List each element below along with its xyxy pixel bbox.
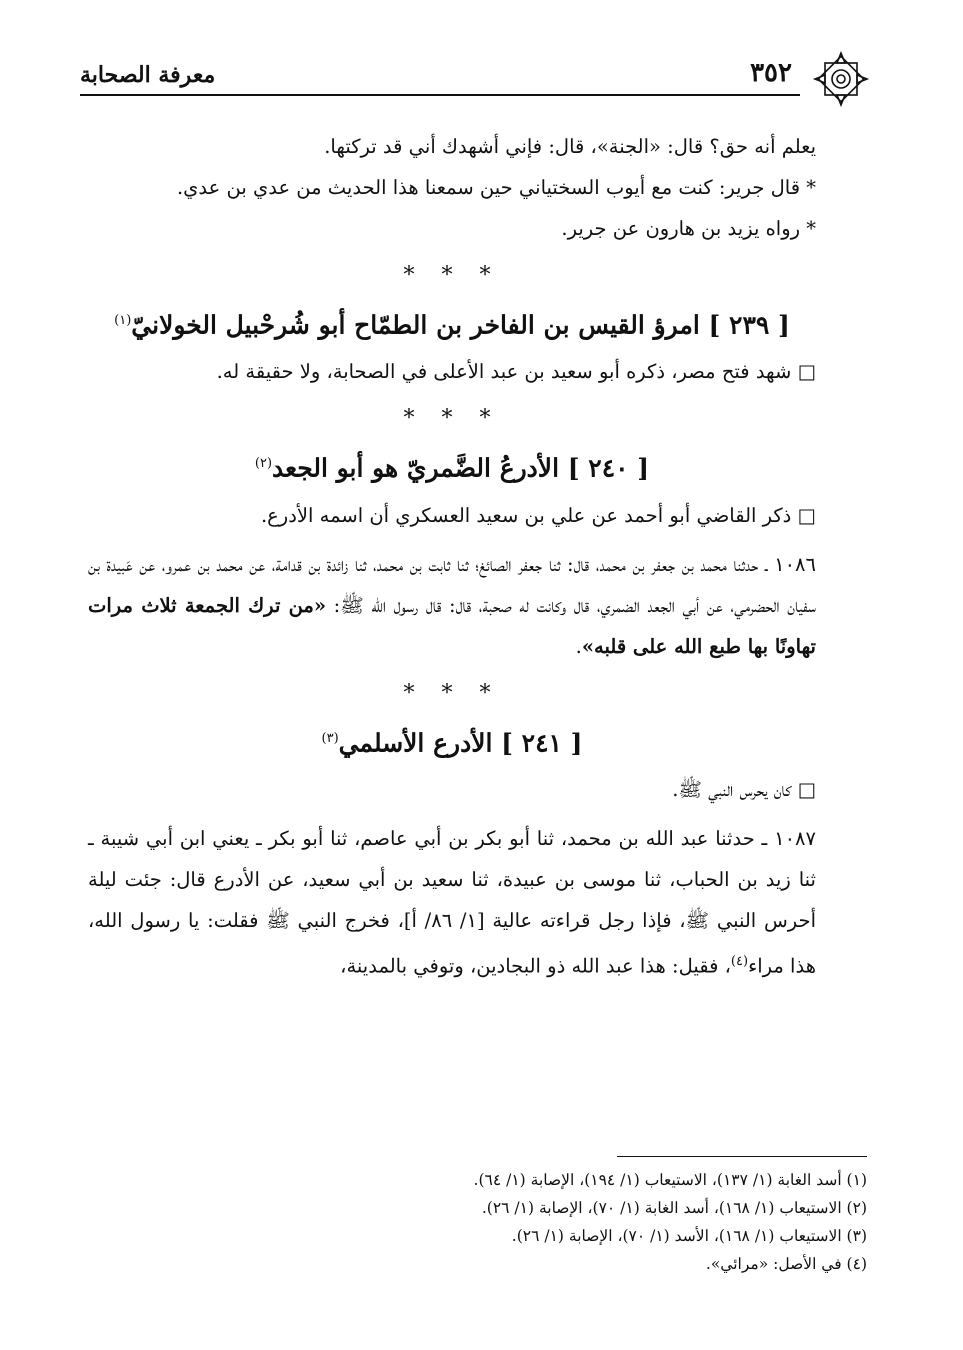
footnote: (٣) الاستيعاب (١/ ١٦٨)، الأسد (١/ ٧٠)، الإصابة (١/ ٢٦). bbox=[511, 1227, 867, 1245]
hadith-text-end: . bbox=[575, 634, 582, 658]
entry-title: [ ٢٤١ ] الأدرع الأسلمي bbox=[338, 727, 583, 757]
footnote-marker: (٢) bbox=[254, 456, 273, 472]
hadith-quote: «من ترك الجمعة ثلاث مرات تهاونًا بها طبع الله على قلبه» bbox=[88, 593, 816, 658]
page-header bbox=[80, 50, 870, 106]
footnote: (٢) الاستيعاب (١/ ١٦٨)، أسد الغابة (١/ ٧٠)، الإصابة (١/ ٢٦). bbox=[481, 1199, 867, 1217]
hadith-1087 bbox=[88, 818, 816, 987]
running-title: معرفة الصحابة bbox=[80, 62, 216, 88]
footnote-marker: (١) bbox=[114, 313, 132, 328]
section-separator: * * * bbox=[403, 263, 501, 288]
hadith-text: ١٠٨٧ ـ حدثنا عبد الله بن محمد، ثنا أبو بكر بن أبي عاصم، ثنا أبو بكر ـ يعني ابن أبي شيبة ـ ثنا زيد بن الحباب، ثنا موسى بن عبيدة، ثنا سعيد بن أبي سعيد، عن الأدرع قال: جئت ليلة أحرس النبي ﷺ، فإذا رجل قراءته عالية [١/ ٨٦/ أ]، فخرج النبي ﷺ فقلت: يا رسول الله، هذا مراء bbox=[88, 826, 816, 978]
footnote-divider bbox=[617, 1156, 867, 1157]
paragraph: □ ذكر القاضي أبو أحمد عن علي بن سعيد العسكري أن اسمه الأدرع. bbox=[260, 503, 816, 527]
hadith-text-end: ، فقيل: هذا عبد الله ذو البجادين، وتوفي بالمدينة، bbox=[340, 954, 731, 978]
section-separator: * * * bbox=[403, 680, 501, 706]
header-divider bbox=[80, 94, 800, 96]
entry-heading-240 bbox=[88, 442, 816, 490]
entry-heading-241 bbox=[88, 717, 816, 765]
star-ornament-icon bbox=[812, 50, 870, 108]
footnotes bbox=[167, 1166, 867, 1278]
entry-title: [ ٢٤٠ ] الأدرعُ الضَّمريّ هو أبو الجعد bbox=[272, 453, 650, 483]
main-text bbox=[88, 126, 816, 986]
page-number: ٣٥٢ bbox=[750, 58, 792, 88]
entry-title: [ ٢٣٩ ] امرؤ القيس بن الفاخر بن الطمّاح أبو شُرحْبيل الخولانيّ bbox=[131, 310, 790, 340]
section-separator: * * * bbox=[403, 406, 501, 432]
footnote: (٤) في الأصل: «مرائي». bbox=[705, 1255, 867, 1273]
paragraph: * قال جرير: كنت مع أيوب السختياني حين سمعنا هذا الحديث من عدي بن عدي. bbox=[176, 176, 816, 199]
hadith-1086 bbox=[88, 544, 816, 667]
paragraph: * رواه يزيد بن هارون عن جرير. bbox=[561, 217, 816, 240]
footnote-marker: (٤) bbox=[730, 953, 749, 969]
entry-heading-239 bbox=[88, 299, 816, 347]
footnote: (١) أسد الغابة (١/ ١٣٧)، الاستيعاب (١/ ١٩٤)، الإصابة (١/ ٦٤). bbox=[473, 1171, 867, 1189]
hadith-text: ١٠٨٦ ـ حدثنا محمد بن جعفر بن محمد، قال: ثنا جعفر الصائغ؛ ثنا ثابت بن محمد، ثنا زائدة بن قدامة، عن محمد بن عمرو، عن عَبيدة بن سفيان الحضرمي، عن أبي الجعد الضمري، قال وكانت له صحبة، قال: قال رسول الله ﷺ: bbox=[88, 552, 816, 617]
footnote-marker: (٣) bbox=[321, 730, 339, 746]
paragraph: يعلم أنه حق؟ قال: «الجنة»، قال: فإني أشهدك أني قد تركتها. bbox=[324, 135, 816, 158]
paragraph: □ شهد فتح مصر، ذكره أبو سعيد بن عبد الأعلى في الصحابة، ولا حقيقة له. bbox=[216, 360, 816, 384]
paragraph: □ كان يحرس النبي ﷺ. bbox=[672, 777, 816, 801]
